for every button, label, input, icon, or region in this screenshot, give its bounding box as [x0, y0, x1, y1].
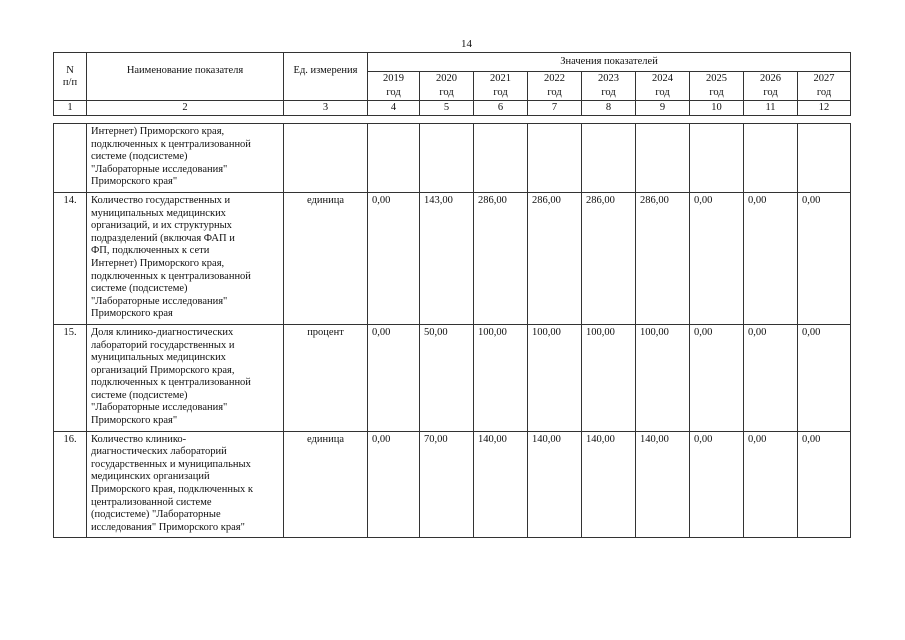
indicator-value: 0,00 — [744, 431, 798, 538]
indicator-value: 0,00 — [744, 192, 798, 324]
indicator-value: 0,00 — [798, 431, 851, 538]
column-number: 8 — [582, 101, 636, 116]
column-numbers-row — [54, 101, 851, 116]
indicator-value: 143,00 — [420, 192, 474, 324]
header-col-unit: Ед. измерения — [284, 53, 368, 101]
indicator-name: Интернет) Приморского края, подключенных к централизованной системе (подсистеме) "Лабораторные исследования" Приморского края" — [87, 124, 284, 193]
indicator-value: 286,00 — [582, 192, 636, 324]
column-number: 5 — [420, 101, 474, 116]
row-number — [54, 124, 87, 193]
header-year: 2023 — [582, 72, 636, 87]
indicator-value: 100,00 — [636, 324, 690, 431]
indicator-value — [528, 124, 582, 193]
indicator-value: 0,00 — [798, 192, 851, 324]
row-number: 14. — [54, 192, 87, 324]
indicator-value: 286,00 — [474, 192, 528, 324]
table-row — [54, 431, 851, 538]
header-year-suffix: год — [636, 86, 690, 101]
header-year: 2025 — [690, 72, 744, 87]
header-col-values: Значения показателей — [368, 53, 851, 72]
indicator-value: 0,00 — [744, 324, 798, 431]
header-year: 2022 — [528, 72, 582, 87]
header-year-suffix: год — [368, 86, 420, 101]
indicator-name: Количество клинико- диагностических лабораторий государственных и муниципальных медицинских организаций Приморского края, подключенных к централизованной системе (подсистеме) "Лабораторные исследования" Приморского края" — [87, 431, 284, 538]
page-number: 14 — [461, 38, 472, 50]
row-number: 16. — [54, 431, 87, 538]
indicator-value — [744, 124, 798, 193]
table-row — [54, 124, 851, 193]
header-col-n: N п/п — [54, 53, 87, 101]
column-number: 6 — [474, 101, 528, 116]
indicator-value: 100,00 — [582, 324, 636, 431]
column-number: 4 — [368, 101, 420, 116]
column-number: 2 — [87, 101, 284, 116]
header-year-suffix: год — [582, 86, 636, 101]
header-year: 2021 — [474, 72, 528, 87]
indicator-value: 140,00 — [636, 431, 690, 538]
header-year-suffix: год — [744, 86, 798, 101]
indicator-value: 140,00 — [528, 431, 582, 538]
header-year-suffix: год — [690, 86, 744, 101]
column-number: 1 — [54, 101, 87, 116]
unit-of-measure — [284, 124, 368, 193]
column-number: 7 — [528, 101, 582, 116]
indicator-value — [636, 124, 690, 193]
indicator-value: 140,00 — [582, 431, 636, 538]
header-year: 2020 — [420, 72, 474, 87]
header-year: 2024 — [636, 72, 690, 87]
header-year-suffix: год — [798, 86, 851, 101]
column-number: 9 — [636, 101, 690, 116]
indicator-value: 100,00 — [474, 324, 528, 431]
indicator-value: 140,00 — [474, 431, 528, 538]
indicator-value: 286,00 — [528, 192, 582, 324]
indicator-value: 100,00 — [528, 324, 582, 431]
indicator-value: 0,00 — [368, 192, 420, 324]
row-number: 15. — [54, 324, 87, 431]
unit-of-measure: единица — [284, 431, 368, 538]
table-row — [54, 324, 851, 431]
table-row — [54, 192, 851, 324]
indicator-value: 0,00 — [798, 324, 851, 431]
indicator-value — [582, 124, 636, 193]
indicator-value: 0,00 — [368, 431, 420, 538]
header-year: 2019 — [368, 72, 420, 87]
indicator-name: Доля клинико-диагностических лабораторий государственных и муниципальных медицинских организаций Приморского края, подключенных к централизованной системе (подсистеме) "Лабораторные исследования" Приморского края" — [87, 324, 284, 431]
header-year-suffix: год — [528, 86, 582, 101]
header-col-name: Наименование показателя — [87, 53, 284, 101]
unit-of-measure: процент — [284, 324, 368, 431]
indicator-value — [474, 124, 528, 193]
column-number: 11 — [744, 101, 798, 116]
data-table — [53, 123, 851, 538]
indicator-value — [368, 124, 420, 193]
indicator-value: 0,00 — [368, 324, 420, 431]
header-year: 2027 — [798, 72, 851, 87]
table-header — [53, 52, 851, 116]
data-table-body — [54, 124, 851, 538]
column-number: 12 — [798, 101, 851, 116]
indicator-value: 0,00 — [690, 431, 744, 538]
column-number: 3 — [284, 101, 368, 116]
indicator-value: 50,00 — [420, 324, 474, 431]
indicator-value: 0,00 — [690, 324, 744, 431]
column-number: 10 — [690, 101, 744, 116]
indicator-value: 286,00 — [636, 192, 690, 324]
indicator-value — [690, 124, 744, 193]
indicator-value: 0,00 — [690, 192, 744, 324]
header-year-suffix: год — [420, 86, 474, 101]
indicator-name: Количество государственных и муниципальных медицинских организаций, и их структурных подразделений (включая ФАП и ФП, подключенных к сети Интернет) Приморского края, подключенных к централизованной системе (подсистеме) "Лабораторные исследования" Приморского края — [87, 192, 284, 324]
indicator-value — [420, 124, 474, 193]
unit-of-measure: единица — [284, 192, 368, 324]
header-year: 2026 — [744, 72, 798, 87]
indicator-value: 70,00 — [420, 431, 474, 538]
header-year-suffix: год — [474, 86, 528, 101]
indicator-value — [798, 124, 851, 193]
